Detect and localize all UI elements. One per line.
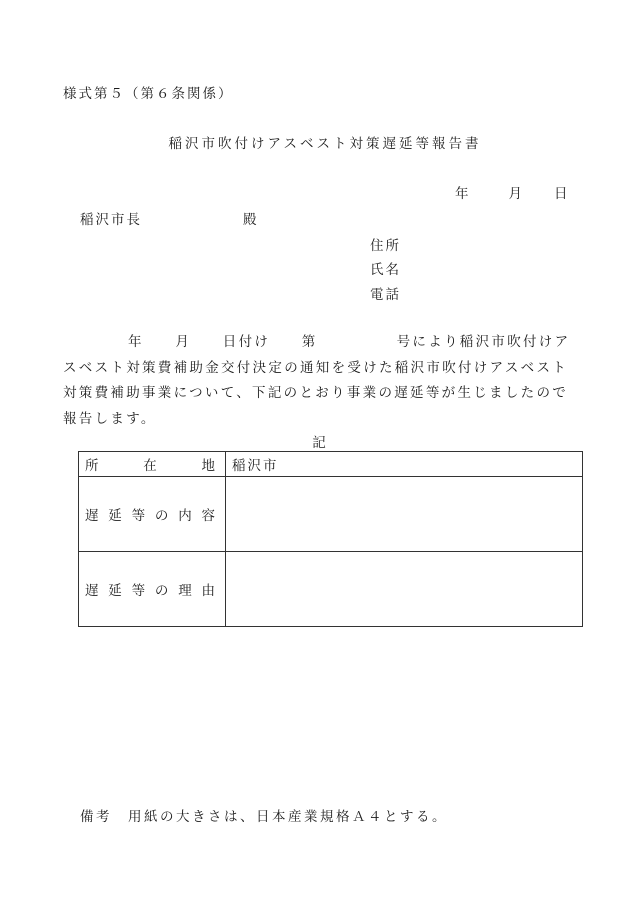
label-char: 所: [85, 458, 101, 474]
label-char: 遅: [85, 508, 101, 524]
location-label-cell: [79, 452, 226, 477]
table-row-location: [79, 452, 583, 477]
date-day-label: 日: [554, 186, 570, 202]
body-line-2: スベスト対策費補助金交付決定の通知を受けた稲沢市吹付けアスベスト: [63, 359, 569, 376]
date-line: [455, 182, 570, 202]
label-char: 在: [143, 458, 159, 474]
honorific: 殿: [243, 212, 259, 228]
table-row-delay-content: [79, 477, 583, 552]
date-year-label: 年: [455, 186, 471, 202]
location-label: [79, 454, 225, 474]
report-body: [63, 330, 583, 432]
label-char: 地: [201, 458, 217, 474]
label-char: 遅: [85, 583, 101, 599]
label-char: 理: [178, 583, 194, 599]
form-number: 様式第５（第６条関係）: [63, 86, 234, 102]
label-char: の: [154, 583, 171, 599]
body-line-1: 年 月 日付け 第 号により稲沢市吹付けア: [128, 334, 571, 350]
location-value[interactable]: 稲沢市: [226, 452, 583, 477]
delay-content-label-cell: [79, 477, 226, 552]
delay-reason-label: [79, 579, 225, 599]
addressee: 稲沢市長: [80, 212, 142, 228]
label-char: 等: [131, 508, 148, 524]
delay-reason-label-cell: [79, 552, 226, 627]
body-line-3: 対策費補助事業について、下記のとおり事業の遅延等が生じましたので: [63, 385, 569, 401]
body-line-4: 報告します。: [63, 410, 157, 427]
label-char: の: [154, 508, 171, 524]
ki-heading: 記: [312, 435, 328, 451]
delay-reason-value[interactable]: [226, 552, 583, 627]
address-label: 住所: [370, 238, 401, 254]
date-month-label: 月: [508, 186, 524, 202]
label-char: 延: [108, 508, 124, 524]
delay-content-label: [79, 504, 225, 524]
label-char: 由: [201, 583, 217, 599]
label-char: 容: [201, 508, 217, 524]
name-label: 氏名: [370, 262, 401, 278]
record-table: [78, 451, 583, 627]
label-char: 等: [131, 583, 148, 599]
remarks-note: 備考 用紙の大きさは、日本産業規格Ａ４とする。: [80, 809, 448, 825]
table-row-delay-reason: [79, 552, 583, 627]
document-title: 稲沢市吹付けアスベスト対策遅延等報告書: [168, 136, 482, 152]
phone-label: 電話: [370, 287, 401, 303]
delay-content-value[interactable]: [226, 477, 583, 552]
label-char: 延: [108, 583, 124, 599]
label-char: 内: [178, 508, 194, 524]
